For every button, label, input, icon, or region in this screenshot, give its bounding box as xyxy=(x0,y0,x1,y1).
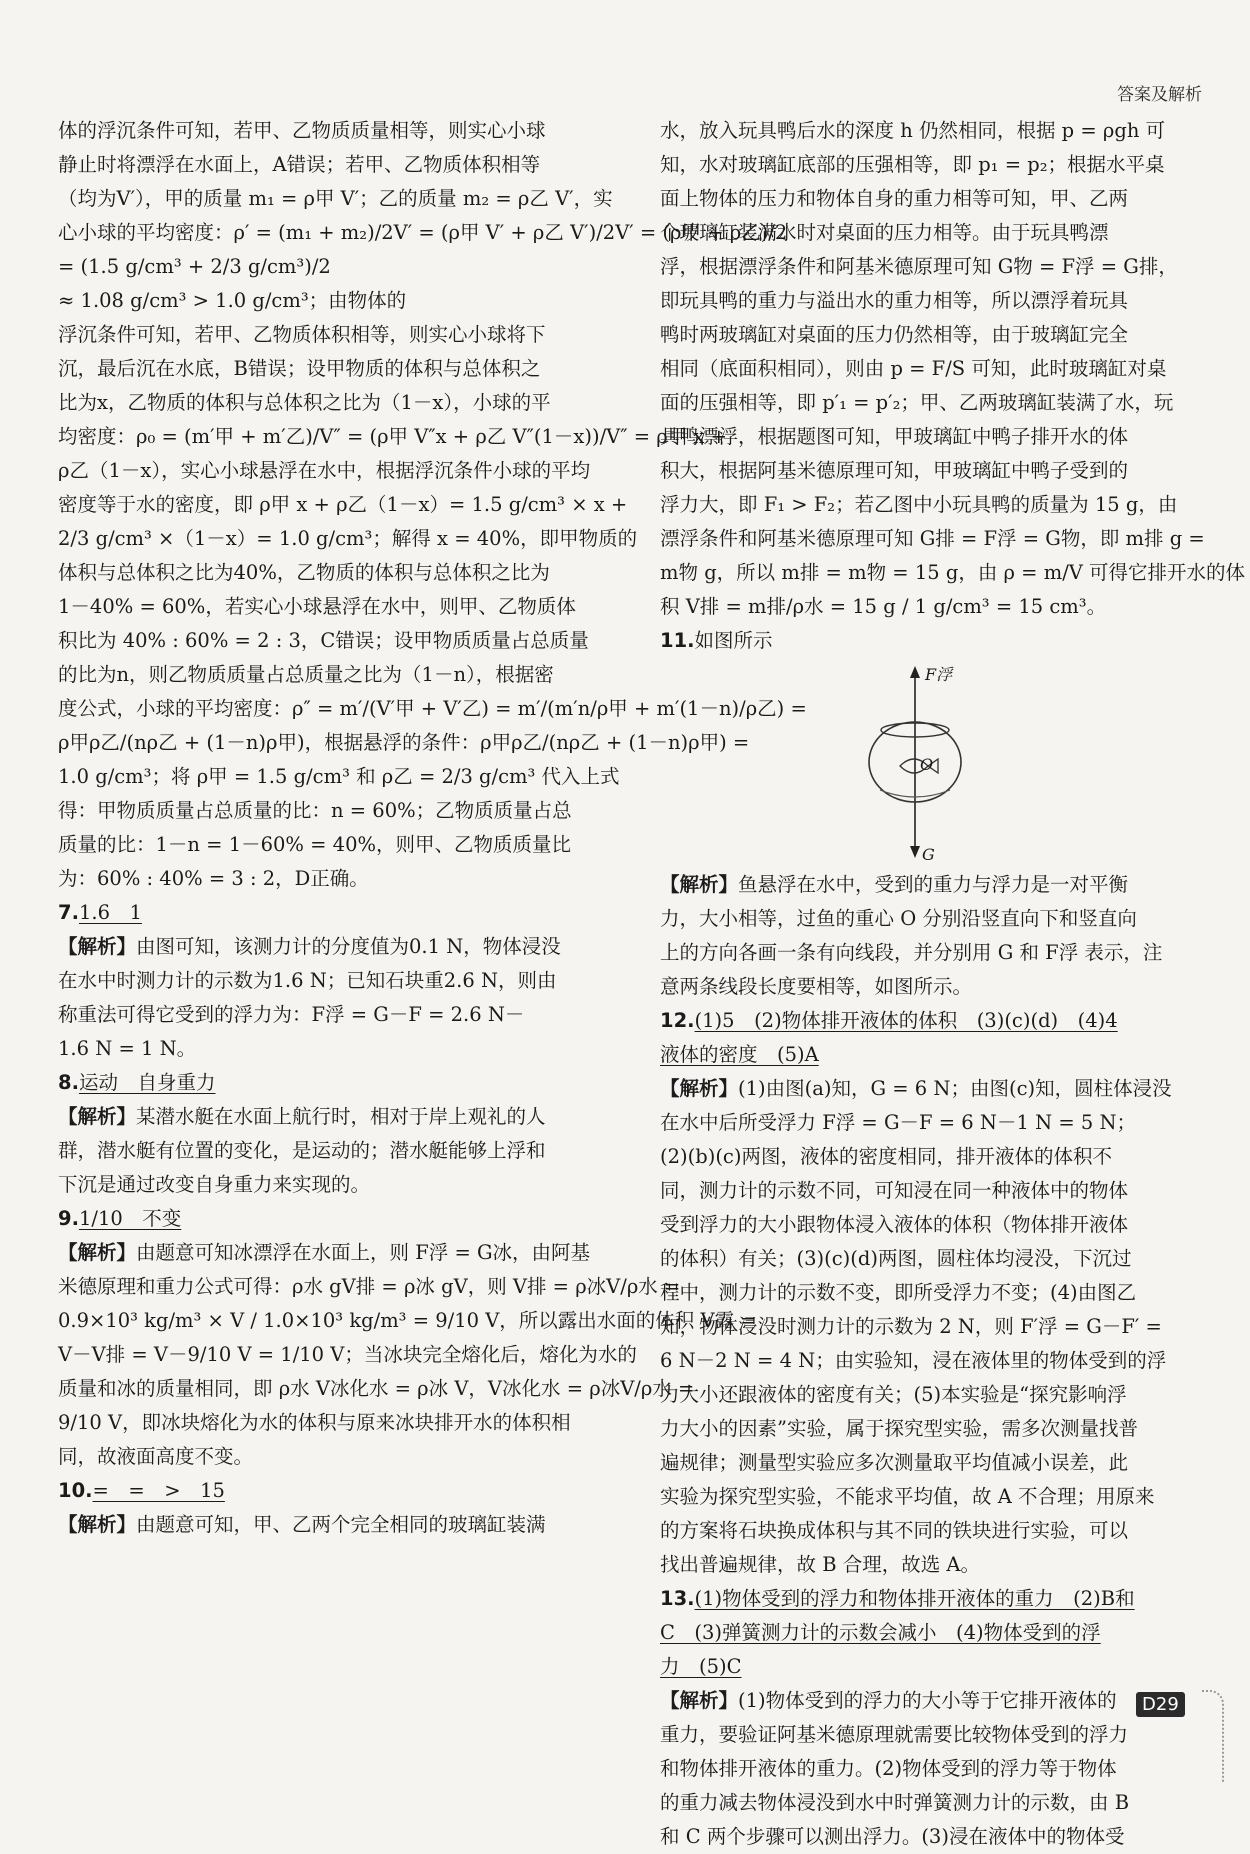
fish-bowl-force-diagram xyxy=(660,662,1192,862)
q11-analysis-line: 上的方向各画一条有向线段，并分别用 G 和 F浮 表示，注 xyxy=(660,941,1163,964)
q11-analysis-start: 【解析】鱼悬浮在水中，受到的重力与浮力是一对平衡 xyxy=(660,873,1129,896)
body-text-line: 漂浮条件和阿基米德原理可知 G排 = F浮 = G物，即 m排 g = xyxy=(660,527,1205,550)
body-text-line: 面上物体的压力和物体自身的重力相等可知，甲、乙两 xyxy=(660,187,1129,210)
q7-answer: 7.1.6 1 xyxy=(58,901,142,924)
body-text-line: 心小球的平均密度：ρ′ = (m₁ + m₂)/2V′ = (ρ甲 V′ + ρ乙 V′)/2V′ = (ρ甲 + ρ乙)/2 xyxy=(58,221,788,244)
q12-analysis-line: 同，测力计的示数不同，可知浸在同一种液体中的物体 xyxy=(660,1179,1129,1202)
body-text-line: ρ甲ρ乙/(nρ乙 + (1－n)ρ甲)，根据悬浮的条件：ρ甲ρ乙/(nρ乙 + (1－n)ρ甲) = xyxy=(58,731,750,754)
header-title: 答案及解析 xyxy=(1117,85,1202,105)
body-text-line: 2/3 g/cm³ ×（1－x）= 1.0 g/cm³；解得 x = 40%，即甲物质的 xyxy=(58,527,638,550)
body-text-line: 比为x，乙物质的体积与总体积之比为（1－x），小球的平 xyxy=(58,391,551,414)
body-text-line: 具鸭漂浮，根据题图可知，甲玻璃缸中鸭子排开水的体 xyxy=(660,425,1129,448)
q12-analysis-line: (2)(b)(c)两图，液体的密度相同，排开液体的体积不 xyxy=(660,1145,1112,1168)
q12-answer: 12.(1)5 (2)物体排开液体的体积 (3)(c)(d) (4)4 xyxy=(660,1009,1118,1032)
q12-analysis-line: 知，物体浸没时测力计的示数为 2 N，则 F′浮 = G－F′ = xyxy=(660,1315,1162,1338)
q12-analysis-line: 实验为探究型实验，不能求平均值，故 A 不合理；用原来 xyxy=(660,1485,1155,1508)
body-text-line: 浮力大，即 F₁ > F₂；若乙图中小玩具鸭的质量为 15 g，由 xyxy=(660,493,1178,516)
body-text-line: 积 V排 = m排/ρ水 = 15 g / 1 g/cm³ = 15 cm³。 xyxy=(660,595,1107,618)
right-column xyxy=(660,114,1246,1854)
q8-analysis-line: 下沉是通过改变自身重力来实现的。 xyxy=(58,1173,371,1196)
body-text-line: m物 g，所以 m排 = m物 = 15 g，由 ρ = m/V 可得它排开水的体 xyxy=(660,561,1246,584)
body-text-line: 质量的比：1－n = 1－60% = 40%，则甲、乙物质质量比 xyxy=(58,833,572,856)
q9-analysis-line: 0.9×10³ kg/m³ × V / 1.0×10³ kg/m³ = 9/10 V，所以露出水面的体积 V露 = xyxy=(58,1309,757,1332)
body-text-line: （均为V′），甲的质量 m₁ = ρ甲 V′；乙的质量 m₂ = ρ乙 V′，实 xyxy=(58,187,613,210)
q13-analysis-line: 和 C 两个步骤可以测出浮力。(3)浸在液体中的物体受 xyxy=(660,1825,1125,1848)
body-text-line: 个玻璃缸装满水时对桌面的压力相等。由于玩具鸭漂 xyxy=(660,221,1109,244)
q10-analysis-start: 【解析】由题意可知，甲、乙两个完全相同的玻璃缸装满 xyxy=(58,1513,546,1536)
q13-analysis-line: 和物体排开液体的重力。(2)物体受到的浮力等于物体 xyxy=(660,1757,1117,1780)
body-text-line: 的比为n，则乙物质质量占总质量之比为（1－n），根据密 xyxy=(58,663,554,686)
q9-answer: 9.1/10 不变 xyxy=(58,1207,182,1230)
body-text-line: 即玩具鸭的重力与溢出水的重力相等，所以漂浮着玩具 xyxy=(660,289,1129,312)
center-label: O xyxy=(920,755,934,774)
body-text-line: 浮沉条件可知，若甲、乙物质体积相等，则实心小球将下 xyxy=(58,323,546,346)
q7-analysis-line: 称重法可得它受到的浮力为：F浮 = G－F = 2.6 N－ xyxy=(58,1003,525,1026)
gravity-label: G xyxy=(922,845,935,864)
q12-analysis-line: 6 N－2 N = 4 N；由实验知，浸在液体里的物体受到的浮 xyxy=(660,1349,1167,1372)
buoyancy-label: F浮 xyxy=(925,665,953,684)
q9-analysis-start: 【解析】由题意可知冰漂浮在水面上，则 F浮 = G冰，由阿基 xyxy=(58,1241,591,1264)
body-text-line: 均密度：ρ₀ = (m′甲 + m′乙)/V″ = (ρ甲 V″x + ρ乙 V″(1－x))/V″ = ρ甲 x + xyxy=(58,425,727,448)
q12-analysis-start: 【解析】(1)由图(a)知，G = 6 N；由图(c)知，圆柱体浸没 xyxy=(660,1077,1172,1100)
q13-answer-cont: C (3)弹簧测力计的示数会减小 (4)物体受到的浮 xyxy=(660,1621,1101,1644)
q12-analysis-line: 力大小还跟液体的密度有关；(5)本实验是“探究影响浮 xyxy=(660,1383,1127,1406)
q7-analysis-start: 【解析】由图可知，该测力计的分度值为0.1 N，物体浸没 xyxy=(58,935,561,958)
body-text-line: 1－40% = 60%，若实心小球悬浮在水中，则甲、乙物质体 xyxy=(58,595,576,618)
q10-answer: 10.= = > 15 xyxy=(58,1479,225,1502)
gravity-arrow-icon xyxy=(910,846,920,858)
q12-analysis-line: 受到浮力的大小跟物体浸入液体的体积（物体排开液体 xyxy=(660,1213,1129,1236)
q12-analysis-line: 找出普遍规律，故 B 合理，故选 A。 xyxy=(660,1553,981,1576)
q13-answer-cont: 力 (5)C xyxy=(660,1655,742,1678)
body-text-line: ρ乙（1－x），实心小球悬浮在水中，根据浮沉条件小球的平均 xyxy=(58,459,591,482)
q12-analysis-line: 的方案将石块换成体积与其不同的铁块进行实验，可以 xyxy=(660,1519,1129,1542)
q9-analysis-line: 9/10 V，即冰块熔化为水的体积与原来冰块排开水的体积相 xyxy=(58,1411,571,1434)
q12-analysis-line: 在水中后所受浮力 F浮 = G－F = 6 N－1 N = 5 N； xyxy=(660,1111,1137,1134)
body-text-line: 度公式，小球的平均密度：ρ″ = m′/(V′甲 + V′乙) = m′/(m′n/ρ甲 + m′(1－n)/ρ乙) = xyxy=(58,697,807,720)
body-text-line: 密度等于水的密度，即 ρ甲 x + ρ乙（1－x）= 1.5 g/cm³ × x + xyxy=(58,493,628,516)
q11-analysis-line: 力，大小相等，过鱼的重心 O 分别沿竖直向下和竖直向 xyxy=(660,907,1137,930)
body-text-line: 浮，根据漂浮条件和阿基米德原理可知 G物 = F浮 = G排， xyxy=(660,255,1178,278)
body-text-line: 面的压强相等，即 p′₁ = p′₂；甲、乙两玻璃缸装满了水，玩 xyxy=(660,391,1174,414)
q9-analysis-line: 质量和冰的质量相同，即 ρ水 V冰化水 = ρ冰 V，V冰化水 = ρ冰V/ρ水 = xyxy=(58,1377,695,1400)
q11-analysis-line: 意两条线段长度要相等，如图所示。 xyxy=(660,975,973,998)
q12-analysis-block xyxy=(660,1106,1192,1582)
q13-answer: 13.(1)物体受到的浮力和物体排开液体的重力 (2)B和 xyxy=(660,1587,1135,1610)
q13-analysis-block xyxy=(660,1718,1192,1854)
q8-analysis-line: 群，潜水艇有位置的变化，是运动的；潜水艇能够上浮和 xyxy=(58,1139,546,1162)
q9-analysis-line: V－V排 = V－9/10 V = 1/10 V；当冰块完全熔化后，熔化为水的 xyxy=(58,1343,637,1366)
q9-analysis-line: 米德原理和重力公式可得：ρ水 gV排 = ρ冰 gV，则 V排 = ρ冰V/ρ水 = xyxy=(58,1275,681,1298)
q12-analysis-line: 的体积）有关；(3)(c)(d)两图，圆柱体均浸没，下沉过 xyxy=(660,1247,1132,1270)
body-text-line: 积大，根据阿基米德原理可知，甲玻璃缸中鸭子受到的 xyxy=(660,459,1129,482)
body-text-line: 为：60% : 40% = 3 : 2，D正确。 xyxy=(58,867,369,890)
q13-analysis-line: 的重力减去物体浸没到水中时弹簧测力计的示数，由 B xyxy=(660,1791,1130,1814)
q9-analysis-line: 同，故液面高度不变。 xyxy=(58,1445,254,1468)
q13-analysis-line: 重力，要验证阿基米德原理就需要比较物体受到的浮力 xyxy=(660,1723,1129,1746)
q7-analysis-line: 1.6 N = 1 N。 xyxy=(58,1037,197,1060)
right-text-block xyxy=(660,114,1246,624)
q12-analysis-line: 力大小的因素”实验，属于探究型实验，需多次测量找普 xyxy=(660,1417,1138,1440)
body-text-line: 水，放入玩具鸭后水的深度 h 仍然相同，根据 p = ρgh 可 xyxy=(660,119,1166,142)
q7-analysis-line: 在水中时测力计的示数为1.6 N；已知石块重2.6 N，则由 xyxy=(58,969,557,992)
page-corner-decoration xyxy=(1202,1690,1224,1782)
body-text-line: 鸭时两玻璃缸对桌面的压力仍然相等，由于玻璃缸完全 xyxy=(660,323,1129,346)
body-text-line: 相同（底面积相同），则由 p = F/S 可知，此时玻璃缸对桌 xyxy=(660,357,1167,380)
q12-answer-cont: 液体的密度 (5)A xyxy=(660,1043,819,1066)
q8-analysis-start: 【解析】某潜水艇在水面上航行时，相对于岸上观礼的人 xyxy=(58,1105,546,1128)
q12-analysis-line: 遍规律；测量型实验应多次测量取平均值减小误差，此 xyxy=(660,1451,1129,1474)
body-text-line: = (1.5 g/cm³ + 2/3 g/cm³)/2 xyxy=(58,255,331,278)
body-text-line: 1.0 g/cm³；将 ρ甲 = 1.5 g/cm³ 和 ρ乙 = 2/3 g/cm³ 代入上式 xyxy=(58,765,620,788)
q11-answer: 11.如图所示 xyxy=(660,629,773,652)
buoyancy-arrow-icon xyxy=(910,666,920,678)
body-text-line: 沉，最后沉在水底，B错误；设甲物质的体积与总体积之 xyxy=(58,357,541,380)
q13-analysis-start: 【解析】(1)物体受到的浮力的大小等于它排开液体的 xyxy=(660,1689,1117,1712)
body-text-line: 体的浮沉条件可知，若甲、乙物质质量相等，则实心小球 xyxy=(58,119,546,142)
body-text-line: 体积与总体积之比为40%，乙物质的体积与总体积之比为 xyxy=(58,561,550,584)
q12-analysis-line: 程中，测力计的示数不变，即所受浮力不变；(4)由图乙 xyxy=(660,1281,1137,1304)
body-text-line: 知，水对玻璃缸底部的压强相等，即 p₁ = p₂；根据水平桌 xyxy=(660,153,1165,176)
body-text-line: ≈ 1.08 g/cm³ > 1.0 g/cm³；由物体的 xyxy=(58,289,407,312)
page-number: D29 xyxy=(1136,1692,1185,1717)
body-text-line: 积比为 40% : 60% = 2 : 3，C错误；设甲物质质量占总质量 xyxy=(58,629,589,652)
body-text-line: 得：甲物质质量占总质量的比：n = 60%；乙物质质量占总 xyxy=(58,799,572,822)
q8-answer: 8.运动 自身重力 xyxy=(58,1071,216,1094)
body-text-line: 静止时将漂浮在水面上，A错误；若甲、乙物质体积相等 xyxy=(58,153,541,176)
